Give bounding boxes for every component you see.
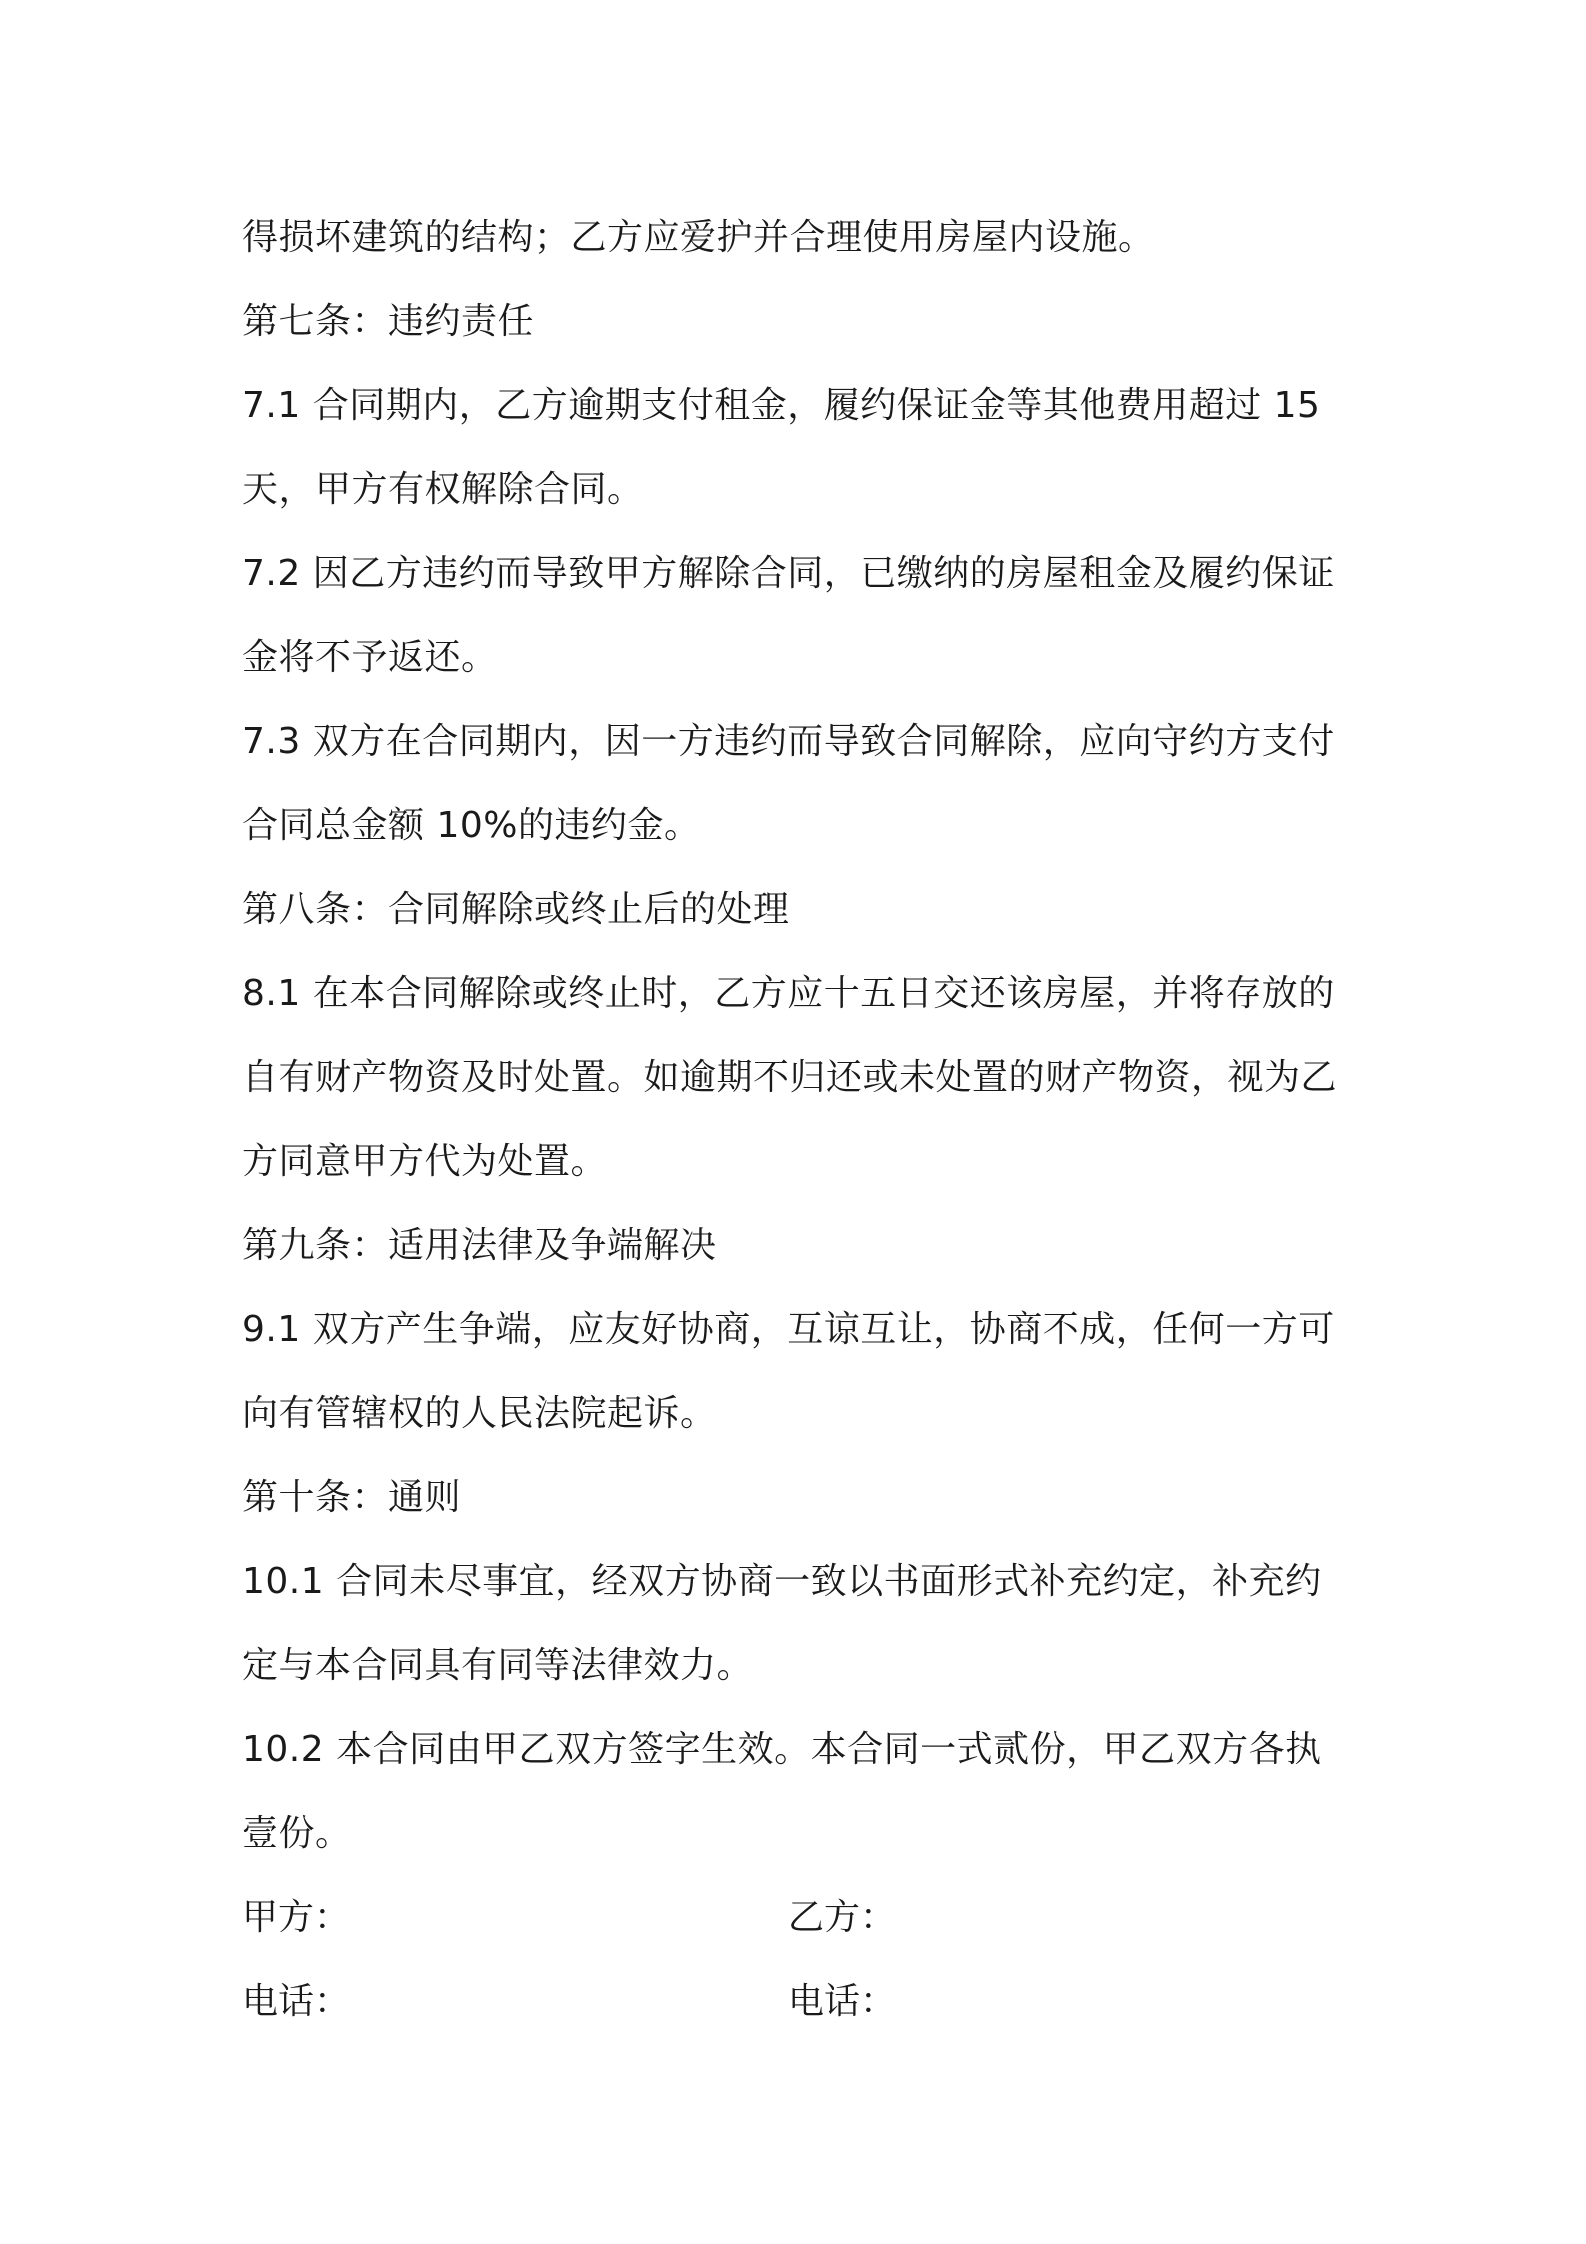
clause-7-2-line: 金将不予返还。: [242, 637, 498, 678]
clause-8-1-line: 8.1 在本合同解除或终止时，乙方应十五日交还该房屋，并将存放的: [242, 973, 1335, 1014]
section-heading-9: 第九条：适用法律及争端解决: [242, 1225, 717, 1266]
signature-party-row: [242, 1876, 1362, 1960]
section-heading-10: 第十条：通则: [242, 1477, 462, 1518]
party-a-label: 甲方：: [242, 1897, 351, 1938]
phone-b-label: 电话：: [788, 1981, 897, 2022]
clause-7-1-line: 7.1 合同期内，乙方逾期支付租金，履约保证金等其他费用超过 15: [242, 385, 1321, 426]
signature-phone-row: [242, 1960, 1362, 2044]
clause-9-1-line: 向有管辖权的人民法院起诉。: [242, 1393, 717, 1434]
section-heading-8: 第八条：合同解除或终止后的处理: [242, 889, 790, 930]
text-line: 得损坏建筑的结构；乙方应爱护并合理使用房屋内设施。: [242, 217, 1155, 258]
clause-8-1-line: 方同意甲方代为处置。: [242, 1141, 608, 1182]
clause-7-3-line: 合同总金额 10%的违约金。: [242, 805, 701, 846]
clause-10-2-line: 壹份。: [242, 1813, 352, 1854]
contract-body: [242, 196, 1362, 2044]
clause-8-1-line: 自有财产物资及时处置。如逾期不归还或未处置的财产物资，视为乙: [242, 1057, 1338, 1098]
party-b-label: 乙方：: [788, 1897, 897, 1938]
clause-7-2-line: 7.2 因乙方违约而导致甲方解除合同，已缴纳的房屋租金及履约保证: [242, 553, 1335, 594]
phone-a-label: 电话：: [242, 1981, 351, 2022]
clause-7-1-line: 天，甲方有权解除合同。: [242, 469, 644, 510]
clause-9-1-line: 9.1 双方产生争端，应友好协商，互谅互让，协商不成，任何一方可: [242, 1309, 1335, 1350]
clause-10-2-line: 10.2 本合同由甲乙双方签字生效。本合同一式贰份，甲乙双方各执: [242, 1729, 1322, 1770]
clause-10-1-line: 10.1 合同未尽事宜，经双方协商一致以书面形式补充约定，补充约: [242, 1561, 1322, 1602]
section-heading-7: 第七条：违约责任: [242, 301, 535, 342]
clause-7-3-line: 7.3 双方在合同期内，因一方违约而导致合同解除，应向守约方支付: [242, 721, 1335, 762]
clause-10-1-line: 定与本合同具有同等法律效力。: [242, 1645, 754, 1686]
